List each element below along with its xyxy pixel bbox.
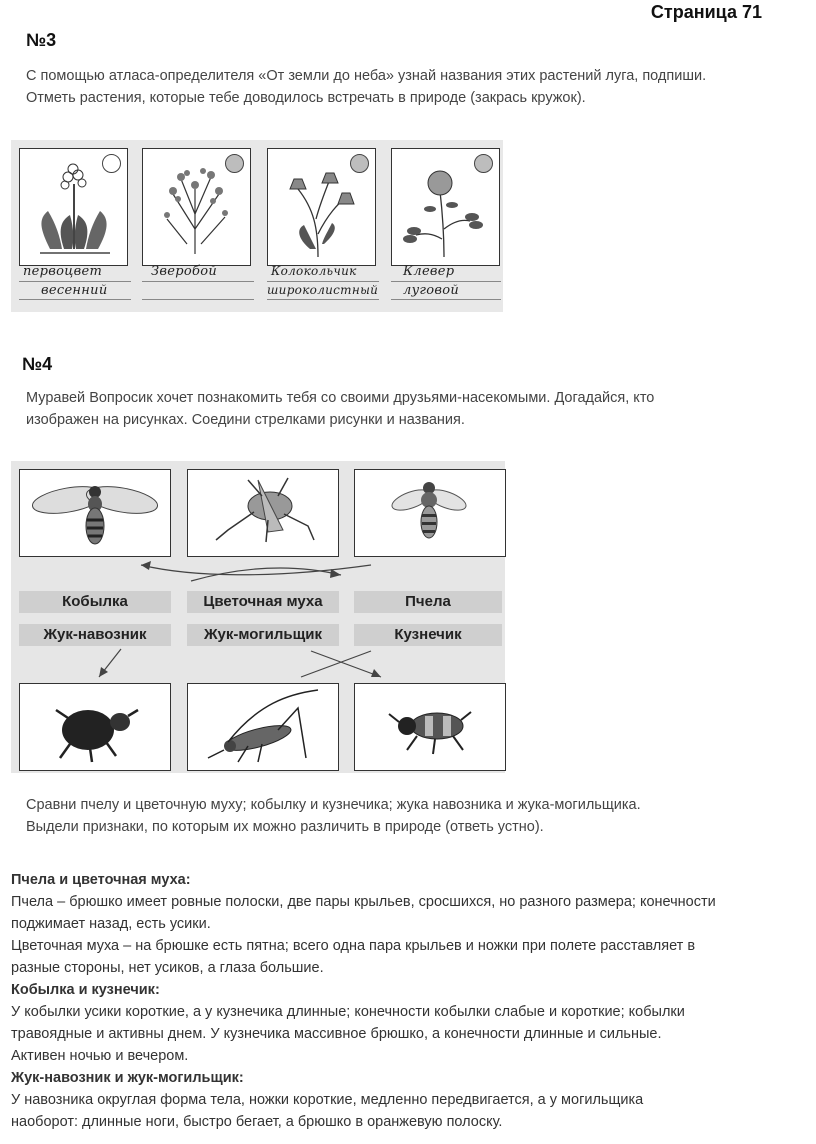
mark-circle[interactable]	[102, 154, 121, 173]
answer-heading-2: Кобылка и кузнечик:	[11, 982, 160, 998]
plant-card-primrose	[19, 148, 128, 266]
insect-card-dung-beetle	[19, 683, 171, 771]
label-grasshopper: Кузнечик	[354, 624, 502, 646]
task3-text-line1: С помощью атласа-определителя «От земли до неба» узнай названия этих растений луга, подпиши.	[26, 68, 707, 84]
dung-beetle-icon	[20, 684, 168, 768]
answer-2-line3: Активен ночью и вечером.	[11, 1048, 189, 1064]
compare-line1: Сравни пчелу и цветочную муху; кобылку и кузнечика; жука навозника и жука-могильщика.	[26, 797, 641, 813]
plant-name-1-line1: первоцвет	[23, 264, 103, 279]
plant-name-4-line2: луговой	[403, 283, 460, 298]
answer-1-line1: Пчела – брюшко имеет ровные полоски, две пары крыльев, сросшихся, но разного размера; конечности	[11, 894, 716, 910]
plant-name-3-line1: Колокольчик	[271, 264, 357, 278]
task4-text-line2: изображен на рисунках. Соедини стрелками рисунки и названия.	[26, 412, 465, 428]
plant-name-2-line1: Зверобой	[151, 264, 218, 279]
task4-number: №4	[22, 354, 53, 374]
compare-line2: Выдели признаки, по которым их можно различить в природе (ответь устно).	[26, 819, 544, 835]
task3-number: №3	[26, 30, 57, 50]
page-label: Страница 71	[650, 2, 762, 22]
insects-figure	[11, 461, 505, 773]
label-flower-fly: Цветочная муха	[187, 591, 339, 613]
label-bee: Пчела	[354, 591, 502, 613]
plant-name-4-line1: Клевер	[403, 264, 455, 279]
answer-heading-3: Жук-навозник и жук-могильщик:	[11, 1070, 244, 1086]
answer-1-line4: разные стороны, нет усиков, а глаза большие.	[11, 960, 324, 976]
answer-heading-1: Пчела и цветочная муха:	[11, 872, 191, 888]
plant-card-st-johns-wort	[142, 148, 251, 266]
plant-name-3-line2: широколистный	[267, 283, 379, 297]
insect-card-hoverfly	[354, 469, 506, 557]
label-burying-beetle: Жук-могильщик	[187, 624, 339, 646]
arrows-bottom	[11, 647, 505, 683]
grasshopper-icon	[188, 470, 336, 554]
insect-card-burying-beetle	[354, 683, 506, 771]
answer-1-line2: поджимает назад, есть усики.	[11, 916, 211, 932]
plant-name-1-line2: весенний	[41, 283, 108, 298]
bush-cricket-icon	[188, 684, 336, 768]
burying-beetle-icon	[355, 684, 503, 768]
insect-card-bush-cricket	[187, 683, 339, 771]
task4-text-line1: Муравей Вопросик хочет познакомить тебя со своими друзьями-насекомыми. Догадайся, кто	[26, 390, 655, 406]
task3-text-line2: Отметь растения, которые тебе доводилось встречать в природе (закрась кружок).	[26, 90, 586, 106]
insect-card-bee	[19, 469, 171, 557]
hoverfly-icon	[355, 470, 503, 554]
plant-card-clover	[391, 148, 500, 266]
answer-3-line2: наоборот: длинные ноги, быстро бегает, а брюшко в оранжевую полоску.	[11, 1114, 503, 1130]
answer-2-line2: травоядные и активны днем. У кузнечика массивное брюшко, а конечности длинные и сильные.	[11, 1026, 662, 1042]
plant-card-bellflower	[267, 148, 376, 266]
answer-2-line1: У кобылки усики короткие, а у кузнечика длинные; конечности кобылки слабые и короткие; кобылки	[11, 1004, 685, 1020]
plants-figure	[11, 140, 503, 312]
insect-card-grasshopper	[187, 469, 339, 557]
label-dung-beetle: Жук-навозник	[19, 624, 171, 646]
answers-block	[11, 869, 811, 1133]
mark-circle[interactable]	[474, 154, 493, 173]
arrows-top	[11, 557, 505, 587]
label-kobylka: Кобылка	[19, 591, 171, 613]
mark-circle[interactable]	[225, 154, 244, 173]
mark-circle[interactable]	[350, 154, 369, 173]
answer-3-line1: У навозника округлая форма тела, ножки короткие, медленно передвигается, а у могильщика	[11, 1092, 644, 1108]
answer-1-line3: Цветочная муха – на брюшке есть пятна; всего одна пара крыльев и ножки при полете расставляет в	[11, 938, 696, 954]
bee-icon	[20, 470, 168, 554]
